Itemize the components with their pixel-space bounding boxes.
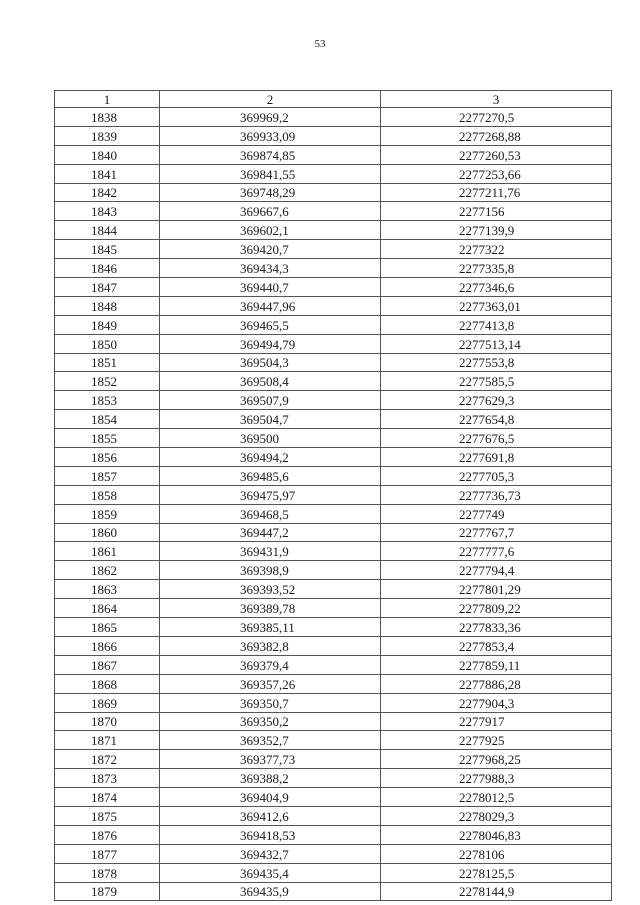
table-row (55, 731, 612, 750)
point-number-cell: 1861 (55, 542, 160, 561)
x-coordinate-cell: 369468,5 (160, 504, 381, 523)
table-row (55, 863, 612, 882)
x-coordinate-cell: 369507,9 (160, 391, 381, 410)
table-row (55, 259, 612, 278)
point-number-cell: 1842 (55, 183, 160, 202)
table-row (55, 466, 612, 485)
table-row (55, 202, 612, 221)
point-number-cell: 1868 (55, 674, 160, 693)
point-number-cell: 1874 (55, 788, 160, 807)
x-coordinate-cell: 369432,7 (160, 844, 381, 863)
point-number-cell: 1848 (55, 296, 160, 315)
x-coordinate-cell: 369504,3 (160, 353, 381, 372)
y-coordinate-cell: 2277156 (381, 202, 612, 221)
point-number-cell: 1872 (55, 750, 160, 769)
point-number-cell: 1854 (55, 410, 160, 429)
table-row (55, 485, 612, 504)
x-coordinate-cell: 369431,9 (160, 542, 381, 561)
y-coordinate-cell: 2277346,6 (381, 278, 612, 297)
table-row (55, 580, 612, 599)
table-row (55, 504, 612, 523)
table-row (55, 315, 612, 334)
table-row (55, 372, 612, 391)
table-row (55, 334, 612, 353)
x-coordinate-cell: 369440,7 (160, 278, 381, 297)
y-coordinate-cell: 2278144,9 (381, 882, 612, 901)
y-coordinate-cell: 2277767,7 (381, 523, 612, 542)
point-number-cell: 1853 (55, 391, 160, 410)
y-coordinate-cell: 2277904,3 (381, 693, 612, 712)
table-row (55, 278, 612, 297)
y-coordinate-cell: 2278125,5 (381, 863, 612, 882)
x-coordinate-cell: 369404,9 (160, 788, 381, 807)
point-number-cell: 1869 (55, 693, 160, 712)
y-coordinate-cell: 2277513,14 (381, 334, 612, 353)
table-row (55, 296, 612, 315)
table-row (55, 542, 612, 561)
point-number-cell: 1864 (55, 599, 160, 618)
point-number-cell: 1852 (55, 372, 160, 391)
page-number: 53 (314, 38, 326, 50)
y-coordinate-cell: 2278012,5 (381, 788, 612, 807)
y-coordinate-cell: 2277260,53 (381, 145, 612, 164)
point-number-cell: 1879 (55, 882, 160, 901)
table-row (55, 164, 612, 183)
table-row (55, 599, 612, 618)
y-coordinate-cell: 2277413,8 (381, 315, 612, 334)
x-coordinate-cell: 369435,9 (160, 882, 381, 901)
table-row (55, 769, 612, 788)
y-coordinate-cell: 2277736,73 (381, 485, 612, 504)
y-coordinate-cell: 2277833,36 (381, 618, 612, 637)
x-coordinate-cell: 369841,55 (160, 164, 381, 183)
point-number-cell: 1876 (55, 825, 160, 844)
table-row (55, 410, 612, 429)
x-coordinate-cell: 369434,3 (160, 259, 381, 278)
x-coordinate-cell: 369393,52 (160, 580, 381, 599)
table-row (55, 108, 612, 127)
y-coordinate-cell: 2277968,25 (381, 750, 612, 769)
y-coordinate-cell: 2277676,5 (381, 429, 612, 448)
x-coordinate-cell: 369382,8 (160, 636, 381, 655)
table-row (55, 126, 612, 145)
x-coordinate-cell: 369412,6 (160, 806, 381, 825)
point-number-cell: 1859 (55, 504, 160, 523)
y-coordinate-cell: 2277809,22 (381, 599, 612, 618)
y-coordinate-cell: 2277886,28 (381, 674, 612, 693)
table-row (55, 636, 612, 655)
x-coordinate-cell: 369418,53 (160, 825, 381, 844)
y-coordinate-cell: 2277917 (381, 712, 612, 731)
y-coordinate-cell: 2277553,8 (381, 353, 612, 372)
y-coordinate-cell: 2277925 (381, 731, 612, 750)
x-coordinate-cell: 369508,4 (160, 372, 381, 391)
table-row (55, 240, 612, 259)
point-number-cell: 1871 (55, 731, 160, 750)
point-number-cell: 1860 (55, 523, 160, 542)
column-header-y: 3 (381, 91, 612, 108)
x-coordinate-cell: 369398,9 (160, 561, 381, 580)
table-row (55, 183, 612, 202)
y-coordinate-cell: 2277363,01 (381, 296, 612, 315)
table-row (55, 561, 612, 580)
table-row (55, 806, 612, 825)
point-number-cell: 1858 (55, 485, 160, 504)
x-coordinate-cell: 369494,79 (160, 334, 381, 353)
point-number-cell: 1856 (55, 448, 160, 467)
column-header-point: 1 (55, 91, 160, 108)
y-coordinate-cell: 2277853,4 (381, 636, 612, 655)
table-row (55, 693, 612, 712)
table-row (55, 712, 612, 731)
point-number-cell: 1878 (55, 863, 160, 882)
x-coordinate-cell: 369379,4 (160, 655, 381, 674)
table-row (55, 882, 612, 901)
column-header-x: 2 (160, 91, 381, 108)
x-coordinate-cell: 369874,85 (160, 145, 381, 164)
x-coordinate-cell: 369933,09 (160, 126, 381, 145)
table-row (55, 429, 612, 448)
point-number-cell: 1870 (55, 712, 160, 731)
table-row (55, 448, 612, 467)
y-coordinate-cell: 2277211,76 (381, 183, 612, 202)
y-coordinate-cell: 2278046,83 (381, 825, 612, 844)
x-coordinate-cell: 369475,97 (160, 485, 381, 504)
y-coordinate-cell: 2277585,5 (381, 372, 612, 391)
point-number-cell: 1844 (55, 221, 160, 240)
point-number-cell: 1867 (55, 655, 160, 674)
table-row (55, 825, 612, 844)
x-coordinate-cell: 369352,7 (160, 731, 381, 750)
y-coordinate-cell: 2277988,3 (381, 769, 612, 788)
y-coordinate-cell: 2277777,6 (381, 542, 612, 561)
y-coordinate-cell: 2277335,8 (381, 259, 612, 278)
x-coordinate-cell: 369447,96 (160, 296, 381, 315)
table-row (55, 353, 612, 372)
point-number-cell: 1839 (55, 126, 160, 145)
y-coordinate-cell: 2277705,3 (381, 466, 612, 485)
point-number-cell: 1877 (55, 844, 160, 863)
x-coordinate-cell: 369350,7 (160, 693, 381, 712)
point-number-cell: 1862 (55, 561, 160, 580)
x-coordinate-cell: 369447,2 (160, 523, 381, 542)
y-coordinate-cell: 2277270,5 (381, 108, 612, 127)
x-coordinate-cell: 369504,7 (160, 410, 381, 429)
point-number-cell: 1875 (55, 806, 160, 825)
y-coordinate-cell: 2277322 (381, 240, 612, 259)
point-number-cell: 1845 (55, 240, 160, 259)
y-coordinate-cell: 2277629,3 (381, 391, 612, 410)
x-coordinate-cell: 369485,6 (160, 466, 381, 485)
x-coordinate-cell: 369494,2 (160, 448, 381, 467)
point-number-cell: 1873 (55, 769, 160, 788)
x-coordinate-cell: 369435,4 (160, 863, 381, 882)
x-coordinate-cell: 369969,2 (160, 108, 381, 127)
table-header-row (55, 91, 612, 108)
table-row (55, 674, 612, 693)
table-row (55, 523, 612, 542)
y-coordinate-cell: 2278106 (381, 844, 612, 863)
point-number-cell: 1838 (55, 108, 160, 127)
point-number-cell: 1849 (55, 315, 160, 334)
table-row (55, 655, 612, 674)
table-row (55, 618, 612, 637)
table-row (55, 788, 612, 807)
y-coordinate-cell: 2277801,29 (381, 580, 612, 599)
x-coordinate-cell: 369748,29 (160, 183, 381, 202)
y-coordinate-cell: 2277654,8 (381, 410, 612, 429)
x-coordinate-cell: 369420,7 (160, 240, 381, 259)
x-coordinate-cell: 369602,1 (160, 221, 381, 240)
y-coordinate-cell: 2277253,66 (381, 164, 612, 183)
point-number-cell: 1840 (55, 145, 160, 164)
y-coordinate-cell: 2277139,9 (381, 221, 612, 240)
x-coordinate-cell: 369385,11 (160, 618, 381, 637)
point-number-cell: 1850 (55, 334, 160, 353)
point-number-cell: 1841 (55, 164, 160, 183)
point-number-cell: 1865 (55, 618, 160, 637)
table-row (55, 844, 612, 863)
point-number-cell: 1855 (55, 429, 160, 448)
point-number-cell: 1847 (55, 278, 160, 297)
y-coordinate-cell: 2277749 (381, 504, 612, 523)
point-number-cell: 1851 (55, 353, 160, 372)
y-coordinate-cell: 2277268,88 (381, 126, 612, 145)
x-coordinate-cell: 369388,2 (160, 769, 381, 788)
table-row (55, 221, 612, 240)
point-number-cell: 1866 (55, 636, 160, 655)
point-number-cell: 1843 (55, 202, 160, 221)
x-coordinate-cell: 369357,26 (160, 674, 381, 693)
table-row (55, 750, 612, 769)
y-coordinate-cell: 2277691,8 (381, 448, 612, 467)
table-row (55, 391, 612, 410)
point-number-cell: 1863 (55, 580, 160, 599)
point-number-cell: 1857 (55, 466, 160, 485)
x-coordinate-cell: 369465,5 (160, 315, 381, 334)
coordinates-table (54, 90, 612, 901)
y-coordinate-cell: 2278029,3 (381, 806, 612, 825)
y-coordinate-cell: 2277859,11 (381, 655, 612, 674)
y-coordinate-cell: 2277794,4 (381, 561, 612, 580)
point-number-cell: 1846 (55, 259, 160, 278)
x-coordinate-cell: 369350,2 (160, 712, 381, 731)
x-coordinate-cell: 369389,78 (160, 599, 381, 618)
table-row (55, 145, 612, 164)
table-body (55, 108, 612, 901)
x-coordinate-cell: 369667,6 (160, 202, 381, 221)
x-coordinate-cell: 369377,73 (160, 750, 381, 769)
x-coordinate-cell: 369500 (160, 429, 381, 448)
